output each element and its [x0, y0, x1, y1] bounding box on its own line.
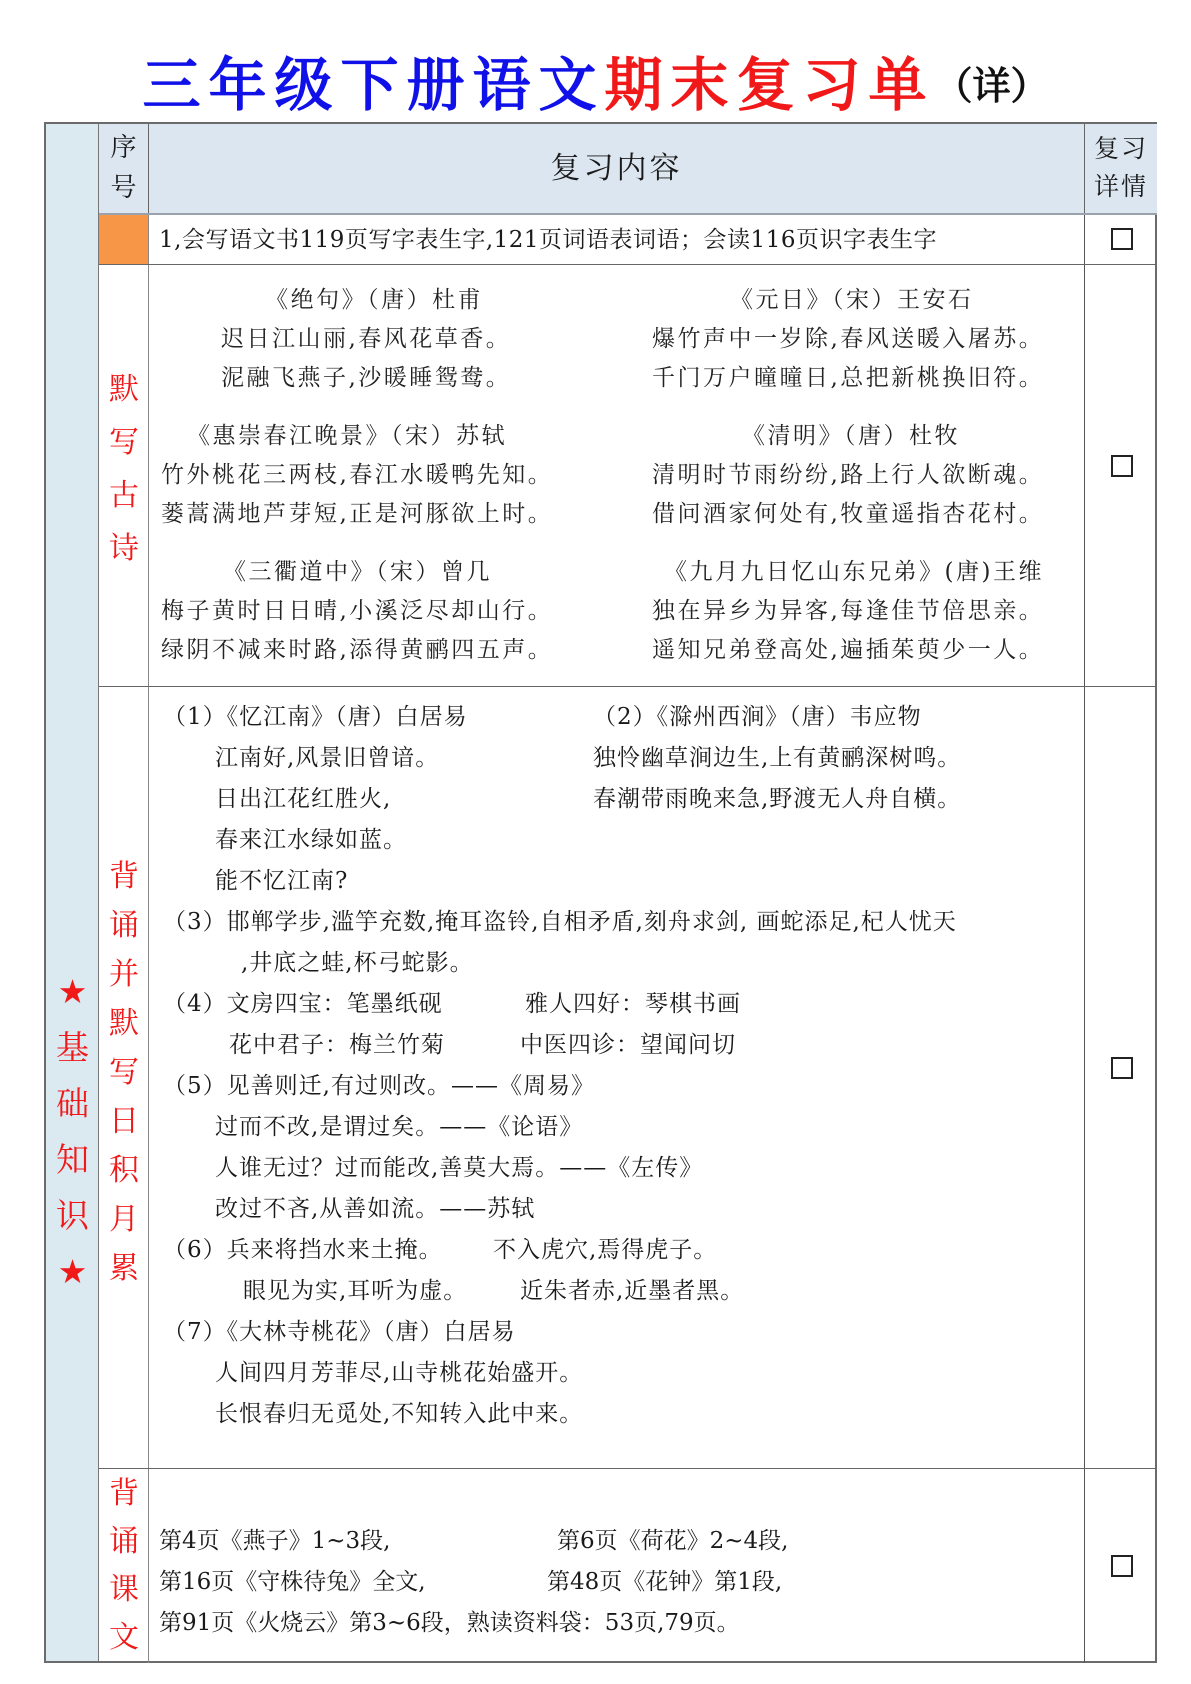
text-assignment: 第4页《燕子》1~3段,: [159, 1528, 391, 1554]
recite-line: 春来江水绿如蓝。: [215, 827, 407, 853]
poem-title: 《惠崇春江晚景》（宋）苏轼: [187, 423, 507, 449]
row-detail: [1084, 265, 1157, 686]
saying: 眼见为实,耳听为虚。: [243, 1278, 468, 1304]
poem-title: 《九月九日忆山东兄弟》(唐)王维: [664, 559, 1044, 585]
row-content: [149, 265, 1084, 686]
title-suffix: （详）: [934, 64, 1049, 108]
row-content: [149, 215, 1084, 264]
item-2-title: （2）《滁州西涧》（唐）韦应物: [593, 704, 922, 730]
header-detail-line: 复习: [1093, 134, 1148, 163]
idiom-pair: 雅人四好：琴棋书画: [525, 991, 741, 1017]
category-char: 识: [56, 1196, 89, 1235]
category-char: 基: [56, 1028, 89, 1067]
poem-block: [652, 281, 1044, 398]
poem-block: [161, 553, 553, 670]
text-assignment: 第16页《守株待兔》全文,: [159, 1569, 426, 1595]
review-checkbox[interactable]: [1111, 228, 1133, 250]
title-blue-part: 三年级下册语文: [142, 51, 605, 119]
category-char: 知: [56, 1140, 89, 1179]
review-checkbox[interactable]: [1111, 455, 1133, 477]
poem-line: 竹外桃花三两枝,春江水暖鸭先知。: [161, 462, 554, 488]
label-char: 背: [109, 859, 139, 894]
label-char: 累: [109, 1251, 139, 1286]
recite-line: （5）见善则迁,有过则改。——《周易》: [163, 1073, 595, 1099]
review-checkbox[interactable]: [1111, 1555, 1133, 1577]
label-char: 古: [109, 478, 139, 513]
poem-title: 《绝句》（唐）杜甫: [265, 287, 484, 313]
recite-line: [163, 697, 957, 738]
poem-line: 绿阴不减来时路,添得黄鹂四五声。: [161, 637, 554, 663]
label-char: 诵: [109, 908, 139, 943]
recite-line: 改过不吝,从善如流。——苏轼: [215, 1196, 536, 1222]
row-marker: [99, 215, 149, 264]
recite-line: ,井底之蛙,杯弓蛇影。: [241, 950, 474, 976]
recite-line: [163, 738, 962, 779]
text-assignment: 第48页《花钟》第1段,: [547, 1569, 783, 1595]
label-char: 默: [109, 1006, 139, 1041]
poem-block: [161, 417, 553, 534]
row-label: [99, 265, 149, 686]
poem-title: 《三衢道中》（宋）曾几: [223, 559, 492, 585]
review-checkbox[interactable]: [1111, 1057, 1133, 1079]
recite-line: （3）邯郸学步,滥竽充数,掩耳盗铃,自相矛盾,刻舟求剑, 画蛇添足,杞人忧天: [163, 909, 957, 935]
poem-line: 迟日江山丽,春风花草香。: [221, 326, 512, 352]
poem-block: [221, 281, 512, 398]
row-label: [99, 687, 149, 1468]
label-char: 月: [109, 1202, 139, 1237]
recite-line: [163, 1025, 957, 1066]
poem-line: 泥融飞燕子,沙暖睡鸳鸯。: [221, 365, 512, 391]
row-label: [99, 1469, 149, 1663]
label-char: 诵: [109, 1524, 139, 1559]
recite-line: [163, 984, 957, 1025]
category-column: [46, 124, 99, 1661]
recite-line: [163, 1230, 957, 1271]
recite-line: 过而不改,是谓过矣。——《论语》: [215, 1114, 584, 1140]
table-row-poems: [99, 265, 1157, 687]
poem-block: [652, 553, 1044, 670]
recite-line: （7）《大林寺桃花》（唐）白居易: [163, 1319, 516, 1345]
recite-line: 长恨春归无觅处,不知转入此中来。: [215, 1401, 584, 1427]
recite-line: 人间四月芳菲尽,山寺桃花始盛开。: [215, 1360, 584, 1386]
star-icon: ★: [57, 1252, 88, 1291]
row-detail: [1084, 687, 1157, 1468]
header-seq-char: 序: [110, 133, 137, 163]
idiom-pair: （4）文房四宝：笔墨纸砚: [163, 991, 443, 1017]
label-char: 日: [109, 1104, 139, 1139]
header-detail-line: 详情: [1093, 172, 1148, 201]
recite-line: [163, 1271, 957, 1312]
recite-list: [163, 697, 962, 1435]
recite-line: [163, 779, 962, 820]
label-char: 并: [109, 957, 139, 992]
label-char: 课: [109, 1572, 139, 1607]
poem-line: 遥知兄弟登高处,遍插茱萸少一人。: [652, 637, 1045, 663]
recite-line: 人谁无过？过而能改,善莫大焉。——《左传》: [215, 1155, 704, 1181]
category-char: 础: [56, 1084, 89, 1123]
row-detail: [1084, 215, 1157, 264]
poem-line: 独在异乡为异客,每逢佳节倍思亲。: [652, 598, 1045, 624]
label-char: 文: [109, 1620, 139, 1655]
poem-block: [652, 417, 1044, 534]
review-table: [44, 122, 1157, 1663]
poem-title: 《元日》（宋）王安石: [730, 287, 974, 313]
poem-line: 借问酒家何处有,牧童遥指杏花村。: [652, 501, 1045, 527]
title-red-part: 期末复习单: [604, 51, 935, 119]
star-icon: ★: [57, 972, 88, 1011]
label-char: 默: [109, 372, 139, 407]
header-seq: [99, 124, 149, 213]
poem-line: 江南好,风景旧曾谙。: [215, 745, 440, 771]
item-1-title: （1）《忆江南》（唐）白居易: [163, 704, 468, 730]
saying: 不入虎穴,焉得虎子。: [493, 1237, 718, 1263]
label-char: 诗: [109, 531, 139, 566]
label-char: 写: [109, 425, 139, 460]
idiom-pair: 中医四诊：望闻问切: [520, 1032, 736, 1058]
texts-line: [159, 1603, 740, 1644]
table-row-texts: [99, 1469, 1157, 1663]
recite-line: 能不忆江南?: [215, 868, 349, 894]
vocab-text: 1,会写语文书119页写字表生字,121页词语表词语；会读116页识字表生字: [159, 227, 937, 253]
row-content: [149, 1469, 1084, 1663]
text-assignment: 第91页《火烧云》第3~6段，熟读资料袋：53页,79页。: [159, 1610, 740, 1636]
poem-line: 千门万户曈曈日,总把新桃换旧符。: [652, 365, 1045, 391]
texts-list: [159, 1521, 789, 1644]
texts-line: [159, 1562, 783, 1603]
page-title: [0, 38, 1191, 118]
row-detail: [1084, 1469, 1157, 1663]
texts-line: [159, 1521, 789, 1562]
category-label: [46, 964, 99, 1300]
poem-line: 日出江花红胜火,: [215, 786, 392, 812]
table-header: [99, 124, 1157, 215]
poem-line: 清明时节雨纷纷,路上行人欲断魂。: [652, 462, 1045, 488]
idiom-pair: 花中君子：梅兰竹菊: [229, 1032, 445, 1058]
label-char: 积: [109, 1153, 139, 1188]
saying: 近朱者赤,近墨者黑。: [520, 1278, 745, 1304]
text-assignment: 第6页《荷花》2~4段,: [557, 1528, 789, 1554]
table-row-recite: [99, 687, 1157, 1469]
label-char: 写: [109, 1055, 139, 1090]
header-seq-char: 号: [110, 173, 137, 203]
header-content: 复习内容: [550, 151, 683, 186]
saying: （6）兵来将挡水来土掩。: [163, 1237, 443, 1263]
poem-line: 蒌蒿满地芦芽短,正是河豚欲上时。: [161, 501, 554, 527]
label-char: 背: [109, 1476, 139, 1511]
row-content: [149, 687, 1084, 1468]
poem-line: 独怜幽草涧边生,上有黄鹂深树鸣。: [593, 745, 962, 771]
header-detail: [1084, 124, 1157, 213]
poem-title: 《清明》（唐）杜牧: [742, 423, 960, 449]
poem-line: 春潮带雨晚来急,野渡无人舟自横。: [593, 786, 962, 812]
table-row-vocab: [99, 215, 1157, 265]
poem-line: 梅子黄时日日晴,小溪泛尽却山行。: [161, 598, 554, 624]
poem-line: 爆竹声中一岁除,春风送暖入屠苏。: [652, 326, 1045, 352]
